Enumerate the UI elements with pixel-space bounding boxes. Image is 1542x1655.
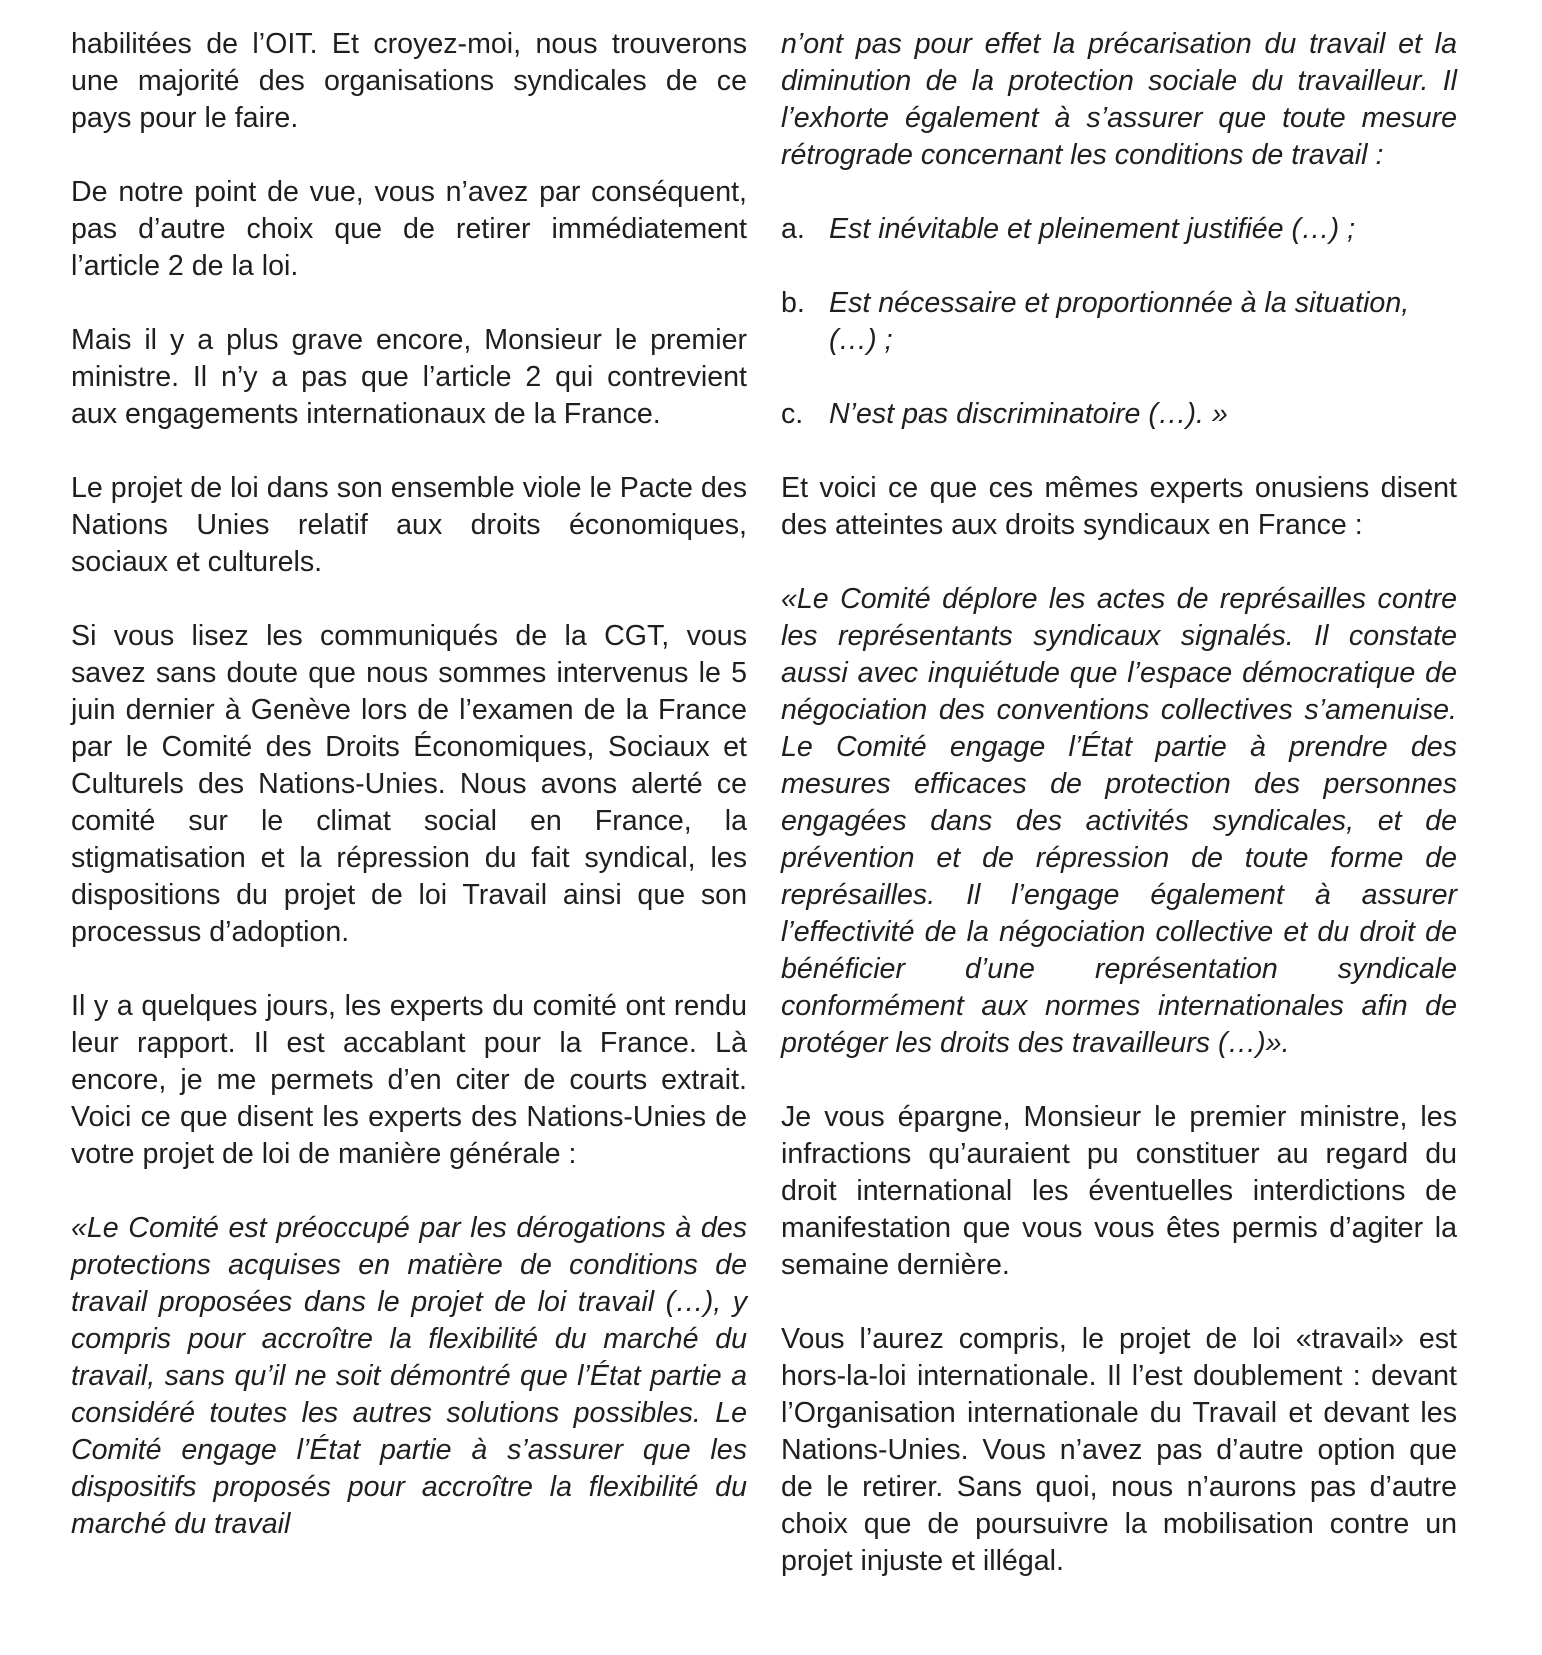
paragraph: Vous l’aurez compris, le projet de loi «travail» est hors-la-loi internationale. Il l’est doublement : devant l’Organisation internationale du Travail et devant les Nations-Unies. Vous n’avez pas d’autre option que de le retirer. Sans quoi, nous n’aurons pas d’autre choix que de poursuivre la mobilisation contre un projet injuste et illégal.	[781, 1323, 1457, 1577]
list-item-text: Est inévitable et pleinement justifiée (…) ;	[829, 213, 1356, 245]
paragraph: Le projet de loi dans son ensemble viole le Pacte des Nations Unies relatif aux droits économiques, sociaux et culturels.	[71, 472, 747, 578]
block-quote: «Le Comité déplore les actes de représailles contre les représentants syndicaux signalés. Il constate aussi avec inquiétude que l’espace démocratique de négociation des conventions collectives s’amenuise. Le Comité engage l’État partie à prendre des mesures efficaces de protection des personnes engagées dans des activités syndicales, et de prévention et de répression de toute forme de représailles. Il l’engage également à assurer l’effectivité de la négociation collective et du droit de bénéficier d’une représentation syndicale conformément aux normes internationales afin de protéger les droits des travailleurs (…)».	[781, 583, 1457, 1059]
list-item	[781, 396, 1457, 433]
list-marker: c.	[781, 398, 804, 430]
right-column	[781, 26, 1457, 1580]
paragraph: Mais il y a plus grave encore, Monsieur le premier ministre. Il n’y a pas que l’article 2 qui contrevient aux engagements internationaux de la France.	[71, 324, 747, 430]
block-quote-continued: n’ont pas pour effet la précarisation du travail et la diminution de la protection sociale du travailleur. Il l’exhorte également à s’assurer que toute mesure rétrograde concernant les conditions de travail :	[781, 28, 1457, 171]
list-marker: b.	[781, 287, 805, 319]
paragraph: De notre point de vue, vous n’avez par conséquent, pas d’autre choix que de retirer immédiatement l’article 2 de la loi.	[71, 176, 747, 282]
paragraph: habilitées de l’OIT. Et croyez-moi, nous trouverons une majorité des organisations syndicales de ce pays pour le faire.	[71, 28, 747, 134]
list-item-text: N’est pas discriminatoire (…). »	[829, 398, 1228, 430]
paragraph: Il y a quelques jours, les experts du comité ont rendu leur rapport. Il est accablant pour la France. Là encore, je me permets d’en citer de courts extrait. Voici ce que disent les experts des Nations-Unies de votre projet de loi de manière générale :	[71, 990, 747, 1170]
paragraph: Si vous lisez les communiqués de la CGT, vous savez sans doute que nous sommes intervenus le 5 juin dernier à Genève lors de l’examen de la France par le Comité des Droits Économiques, Sociaux et Culturels des Nations-Unies. Nous avons alerté ce comité sur le climat social en France, la stigmatisation et la répression du fait syndical, les dispositions du projet de loi Travail ainsi que son processus d’adoption.	[71, 620, 747, 948]
paragraph: Je vous épargne, Monsieur le premier ministre, les infractions qu’auraient pu constituer au regard du droit international les éventuelles interdictions de manifestation que vous vous êtes permis d’agiter la semaine dernière.	[781, 1101, 1457, 1281]
list-item-text: Est nécessaire et proportionnée à la situation, (…) ;	[829, 287, 1410, 356]
paragraph: Et voici ce que ces mêmes experts onusiens disent des atteintes aux droits syndicaux en France :	[781, 472, 1457, 541]
list-item	[781, 211, 1457, 248]
list-item	[781, 285, 1457, 359]
list-marker: a.	[781, 213, 805, 245]
left-column	[71, 26, 747, 1543]
block-quote: «Le Comité est préoccupé par les dérogations à des protections acquises en matière de conditions de travail proposées dans le projet de loi travail (…), y compris pour accroître la flexibilité du marché du travail, sans qu’il ne soit démontré que l’État partie a considéré toutes les autres solutions possibles. Le Comité engage l’État partie à s’assurer que les dispositifs proposés pour accroître la flexibilité du marché du travail	[71, 1212, 747, 1540]
